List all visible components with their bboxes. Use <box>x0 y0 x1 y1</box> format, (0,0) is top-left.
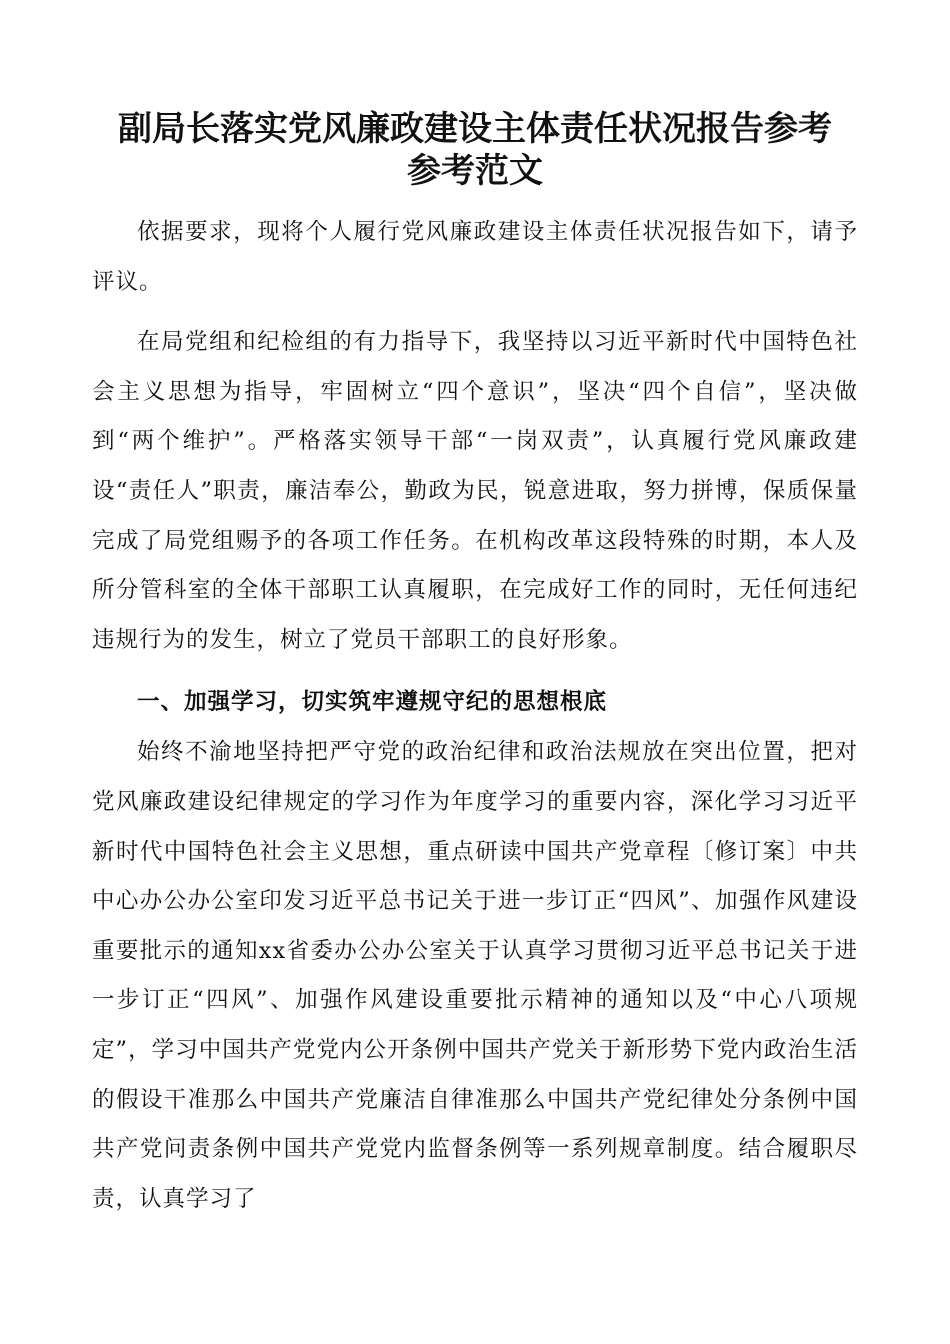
document-title <box>92 108 858 192</box>
section-heading: 一、加强学习，切实筑牢遵规守纪的思想根底 <box>137 689 608 716</box>
section-paragraph: 始终不渝地坚持把严守党的政治纪律和政治法规放在突出位置，把对党风廉政建设纪律规定的学习作为年度学习的重要内容，深化学习习近平新时代中国特色社会主义思想，重点研读中国共产党章程〔修订案〕中共中心办公办公室印发习近平总书记关于进一步订正“四风”、加强作风建设重要批示的通知xx省委办公办公室关于认真学习贯彻习近平总书记关于进一步订正“四风”、加强作风建设重要批示精神的通知以及“中心八项规定”，学习中国共产党党内公开条例中国共产党关于新形势下党内政治生活的假设干准那么中国共产党廉洁自律准那么中国共产党纪律处分条例中国共产党问责条例中国共产党党内监督条例等一系列规章制度。结合履职尽责，认真学习了 <box>92 739 858 1212</box>
intro-paragraph: 依据要求，现将个人履行党风廉政建设主体责任状况报告如下，请予评议。 <box>92 219 858 295</box>
title-line-1: 副局长落实党风廉政建设主体责任状况报告参考 <box>118 109 832 149</box>
summary-paragraph: 在局党组和纪检组的有力指导下，我坚持以习近平新时代中国特色社会主义思想为指导，牢固树立“四个意识”，坚决“四个自信”，坚决做到“两个维护”。严格落实领导干部“一岗双责”，认真履行党风廉政建设“责任人”职责，廉洁奉公，勤政为民，锐意进取，努力拼博，保质保量完成了局党组赐予的各项工作任务。在机构改革这段特殊的时期，本人及所分管科室的全体干部职工认真履职，在完成好工作的同时，无任何违纪违规行为的发生，树立了党员干部职工的良好形象。 <box>92 329 858 653</box>
title-line-2: 参考范文 <box>407 151 543 191</box>
